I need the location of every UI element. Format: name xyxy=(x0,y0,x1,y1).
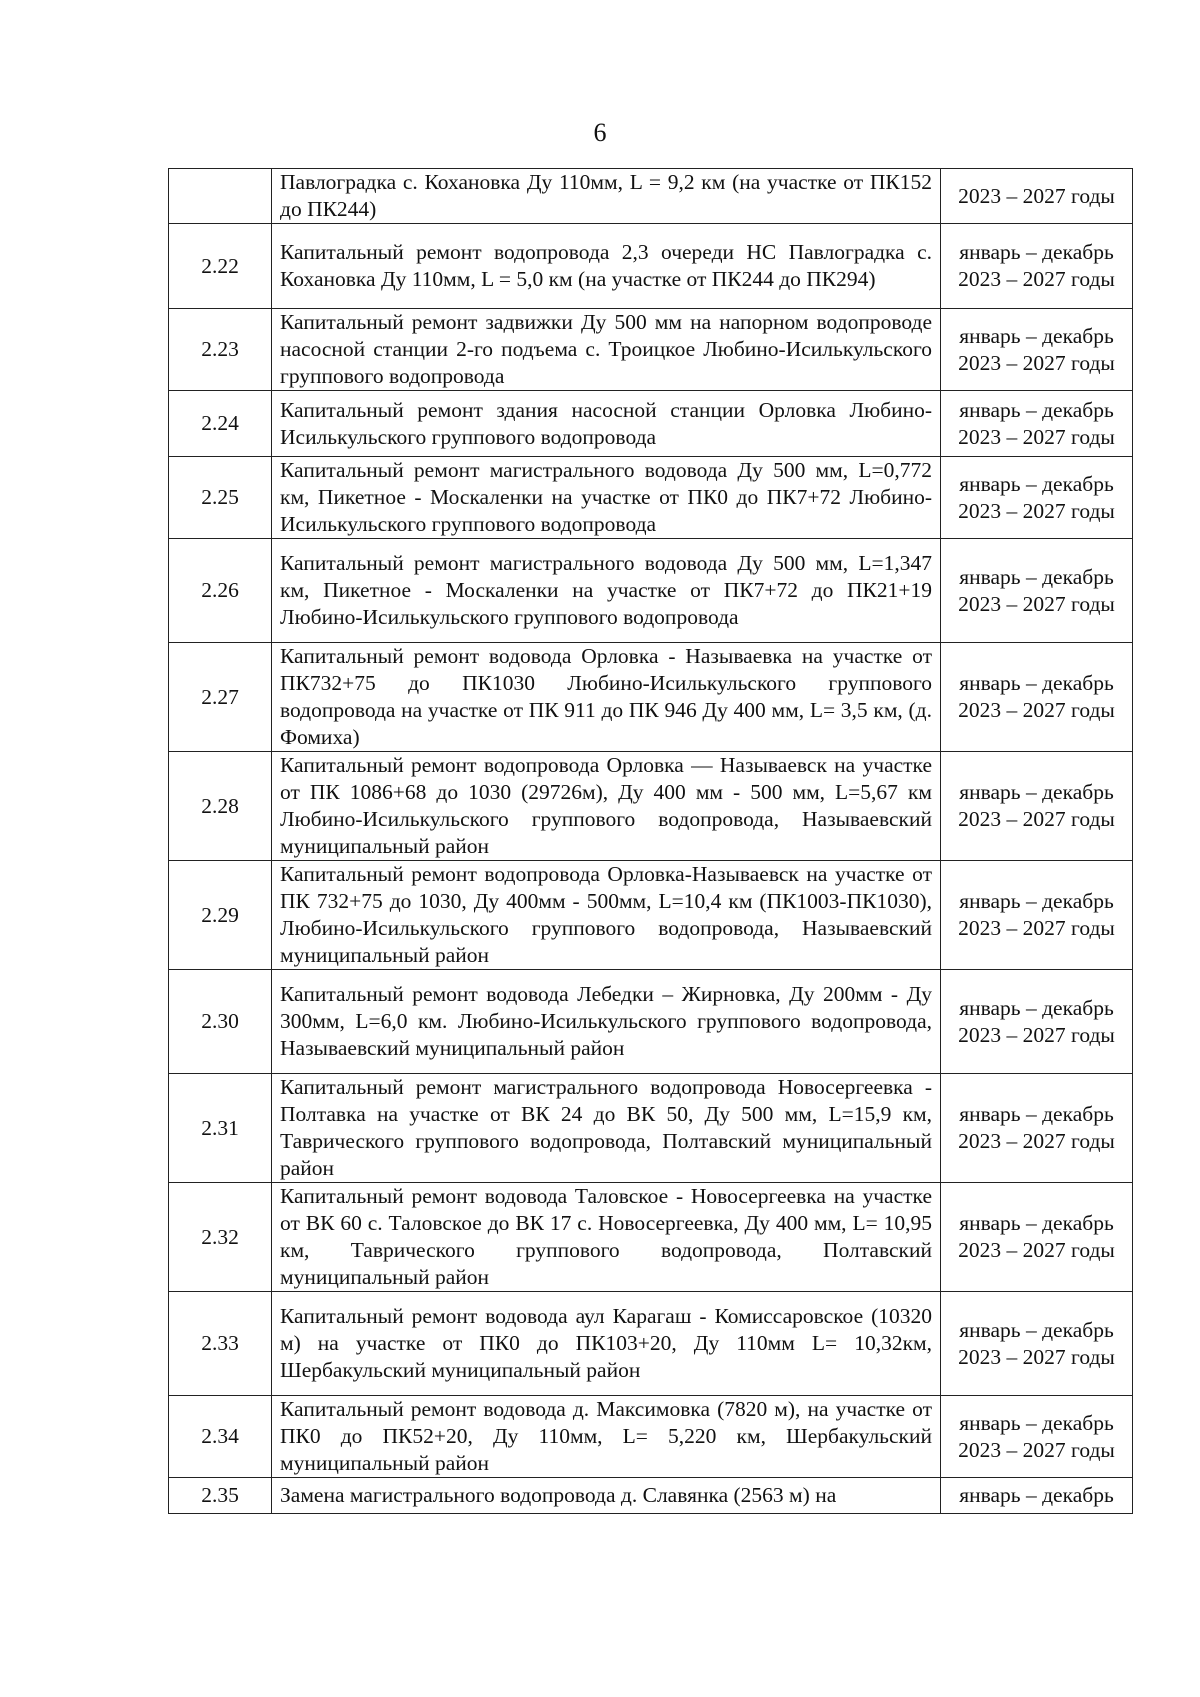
period-line: январь – декабрь xyxy=(959,397,1114,422)
table-row xyxy=(169,1396,1133,1478)
table-row xyxy=(169,539,1133,643)
period-line: январь – декабрь xyxy=(959,1483,1114,1507)
row-number: 2.32 xyxy=(169,1183,272,1292)
work-period xyxy=(941,539,1133,643)
page-number: 6 xyxy=(593,118,607,147)
period-line: 2023 – 2027 годы xyxy=(958,807,1115,831)
work-period xyxy=(941,1292,1133,1396)
period-line: 2023 – 2027 годы xyxy=(958,1238,1115,1262)
row-number: 2.24 xyxy=(169,391,272,457)
row-number: 2.33 xyxy=(169,1292,272,1396)
work-description: Замена магистрального водопровода д. Славянка (2563 м) на xyxy=(272,1478,941,1514)
period-line: январь – декабрь xyxy=(959,995,1114,1020)
table-row xyxy=(169,752,1133,861)
work-period xyxy=(941,1478,1133,1514)
row-number: 2.28 xyxy=(169,752,272,861)
period-line: 2023 – 2027 годы xyxy=(958,591,1115,616)
period-line: январь – декабрь xyxy=(959,1410,1114,1435)
work-description: Капитальный ремонт здания насосной станции Орловка Любино-Исилькульского группового водопровода xyxy=(272,391,941,457)
period-line: январь – декабрь xyxy=(959,1211,1114,1235)
table-row xyxy=(169,643,1133,752)
work-period xyxy=(941,1396,1133,1478)
work-period xyxy=(941,861,1133,970)
table-row xyxy=(169,309,1133,391)
period-line: 2023 – 2027 годы xyxy=(958,1022,1115,1047)
work-period xyxy=(941,643,1133,752)
work-description: Капитальный ремонт магистрального водовода Ду 500 мм, L=1,347 км, Пикетное - Москаленки на участке от ПК7+72 до ПК21+19 Любино-Исилькульского группового водопровода xyxy=(272,539,941,643)
row-number: 2.30 xyxy=(169,970,272,1074)
work-description: Капитальный ремонт магистрального водовода Ду 500 мм, L=0,772 км, Пикетное - Москаленки на участке от ПК0 до ПК7+72 Любино-Исилькульского группового водопровода xyxy=(272,457,941,539)
work-description: Капитальный ремонт водовода Таловское - Новосергеевка на участке от ВК 60 с. Таловское до ВК 17 с. Новосергеевка, Ду 400 мм, L= 10,95 км, Таврического группового водопровода, Полтавский муниципальный район xyxy=(272,1183,941,1292)
work-period xyxy=(941,169,1133,224)
work-description: Капитальный ремонт водопровода Орловка-Называевск на участке от ПК 732+75 до 1030, Ду 400мм - 500мм, L=10,4 км (ПК1003-ПК1030), Любино-Исилькульского группового водопровода, Называевский муниципальный район xyxy=(272,861,941,970)
period-line: январь – декабрь xyxy=(959,240,1114,264)
period-line: 2023 – 2027 годы xyxy=(958,183,1115,208)
period-line: январь – декабрь xyxy=(959,1317,1114,1342)
row-number: 2.26 xyxy=(169,539,272,643)
works-table xyxy=(168,168,1133,1514)
row-number: 2.27 xyxy=(169,643,272,752)
table-row xyxy=(169,1183,1133,1292)
work-description: Капитальный ремонт задвижки Ду 500 мм на напорном водопроводе насосной станции 2-го подъема с. Троицкое Любино-Исилькульского группового водопровода xyxy=(272,309,941,391)
period-line: 2023 – 2027 годы xyxy=(958,1129,1115,1153)
work-description: Капитальный ремонт магистрального водопровода Новосергеевка - Полтавка на участке от ВК 24 до ВК 50, Ду 500 мм, L=15,9 км, Таврического группового водопровода, Полтавский муниципальный район xyxy=(272,1074,941,1183)
work-description: Капитальный ремонт водовода Орловка - Называевка на участке от ПК732+75 до ПК1030 Любино-Исилькульского группового водопровода на участке от ПК 911 до ПК 946 Ду 400 мм, L= 3,5 км, (д. Фомиха) xyxy=(272,643,941,752)
work-description: Капитальный ремонт водопровода Орловка — Называевск на участке от ПК 1086+68 до 1030 (29726м), Ду 400 мм - 500 мм, L=5,67 км Любино-Исилькульского группового водопровода, Называевский муниципальный район xyxy=(272,752,941,861)
table-row xyxy=(169,457,1133,539)
work-period xyxy=(941,391,1133,457)
table-row xyxy=(169,169,1133,224)
period-line: январь – декабрь xyxy=(959,323,1114,348)
work-period xyxy=(941,970,1133,1074)
period-line: январь – декабрь xyxy=(959,889,1114,913)
period-line: январь – декабрь xyxy=(959,1102,1114,1126)
work-period xyxy=(941,752,1133,861)
table-row xyxy=(169,861,1133,970)
row-number: 2.23 xyxy=(169,309,272,391)
work-period xyxy=(941,1183,1133,1292)
period-line: 2023 – 2027 годы xyxy=(958,1437,1115,1462)
work-period xyxy=(941,457,1133,539)
work-description: Капитальный ремонт водопровода 2,3 очереди НС Павлоградка с. Кохановка Ду 110мм, L = 5,0 км (на участке от ПК244 до ПК294) xyxy=(272,224,941,309)
work-period xyxy=(941,309,1133,391)
table-row xyxy=(169,970,1133,1074)
row-number: 2.29 xyxy=(169,861,272,970)
work-description: Капитальный ремонт водовода аул Карагаш - Комиссаровское (10320 м) на участке от ПК0 до ПК103+20, Ду 110мм L= 10,32км, Шербакульский муниципальный район xyxy=(272,1292,941,1396)
table-row xyxy=(169,1292,1133,1396)
table-row xyxy=(169,1478,1133,1514)
table-row xyxy=(169,224,1133,309)
table-row xyxy=(169,1074,1133,1183)
row-number: 2.22 xyxy=(169,224,272,309)
row-number: 2.35 xyxy=(169,1478,272,1514)
work-period xyxy=(941,1074,1133,1183)
work-description: Капитальный ремонт водовода Лебедки – Жирновка, Ду 200мм - Ду 300мм, L=6,0 км. Любино-Исилькульского группового водопровода, Называевский муниципальный район xyxy=(272,970,941,1074)
period-line: январь – декабрь xyxy=(959,471,1114,496)
table-row xyxy=(169,391,1133,457)
row-number: 2.25 xyxy=(169,457,272,539)
work-period xyxy=(941,224,1133,309)
period-line: 2023 – 2027 годы xyxy=(958,1344,1115,1369)
work-description: Капитальный ремонт водовода д. Максимовка (7820 м), на участке от ПК0 до ПК52+20, Ду 110мм, L= 5,220 км, Шербакульский муниципальный район xyxy=(272,1396,941,1478)
period-line: январь – декабрь xyxy=(959,671,1114,695)
period-line: январь – декабрь xyxy=(959,564,1114,589)
period-line: январь – декабрь xyxy=(959,780,1114,804)
period-line: 2023 – 2027 годы xyxy=(958,350,1115,375)
row-number: 2.31 xyxy=(169,1074,272,1183)
row-number: 2.34 xyxy=(169,1396,272,1478)
row-number xyxy=(169,169,272,224)
period-line: 2023 – 2027 годы xyxy=(958,916,1115,940)
works-table-body xyxy=(169,169,1133,1514)
work-description: Павлоградка с. Кохановка Ду 110мм, L = 9,2 км (на участке от ПК152 до ПК244) xyxy=(272,169,941,224)
period-line: 2023 – 2027 годы xyxy=(958,698,1115,722)
period-line: 2023 – 2027 годы xyxy=(958,498,1115,523)
period-line: 2023 – 2027 годы xyxy=(958,267,1115,291)
period-line: 2023 – 2027 годы xyxy=(958,424,1115,449)
